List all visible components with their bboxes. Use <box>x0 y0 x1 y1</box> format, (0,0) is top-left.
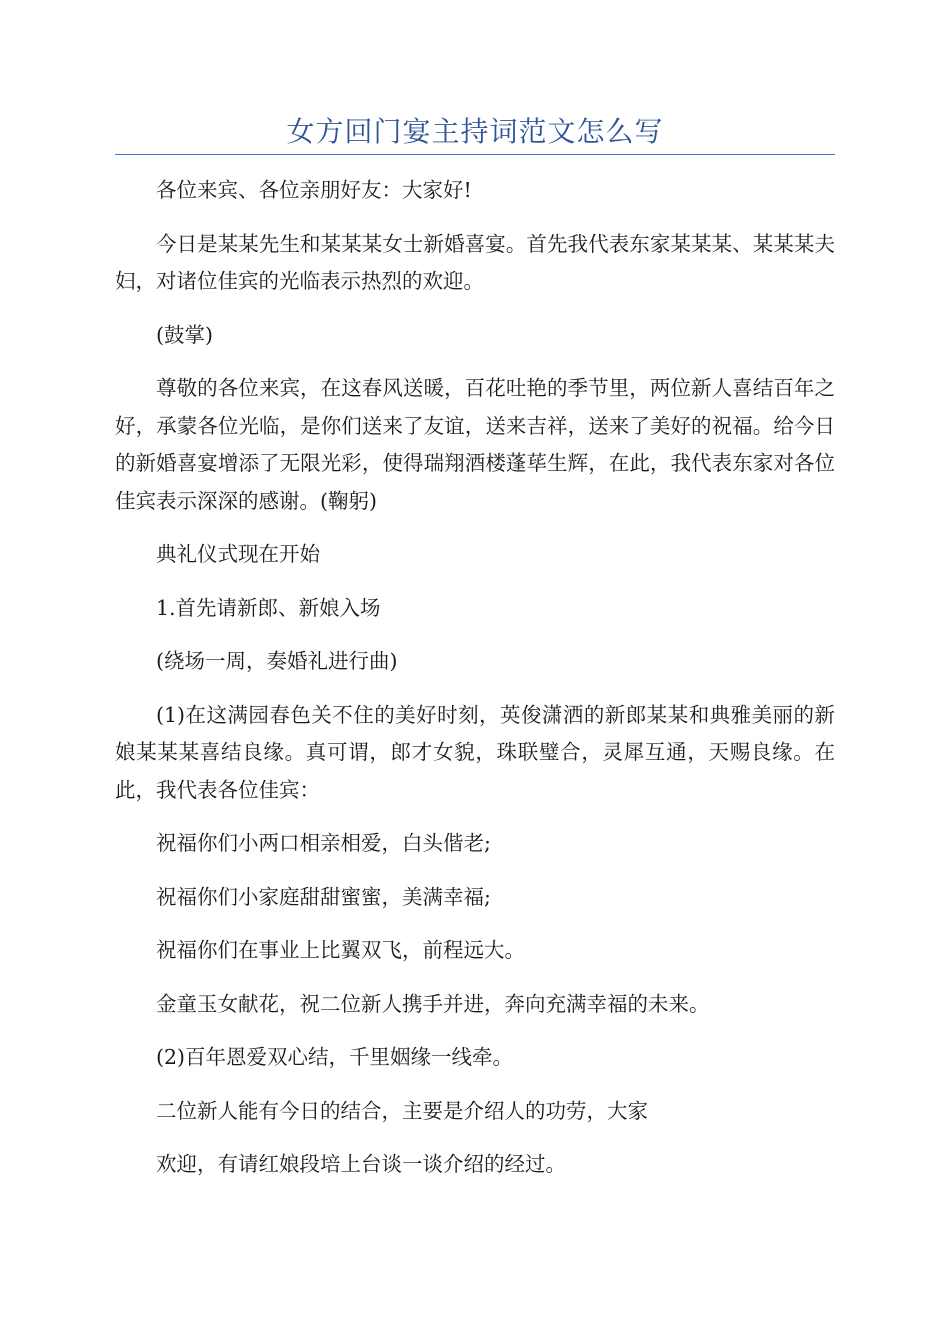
paragraph-flowers: 金童玉女献花，祝二位新人携手并进，奔向充满幸福的未来。 <box>156 991 710 1016</box>
paragraph-step-1-note: (绕场一周，奏婚礼进行曲) <box>156 649 398 673</box>
paragraph-matchmaker-1: 二位新人能有今日的结合，主要是介绍人的功劳，大家 <box>156 1098 648 1123</box>
paragraph-ceremony-start: 典礼仪式现在开始 <box>156 542 320 566</box>
paragraph-blessing-2: 祝福你们小家庭甜甜蜜蜜，美满幸福; <box>156 884 491 909</box>
paragraph-blessing-3: 祝福你们在事业上比翼双飞，前程远大。 <box>156 938 525 962</box>
paragraph-step-1: 1.首先请新郎、新娘入场 <box>156 595 381 620</box>
paragraph-applause: (鼓掌) <box>156 322 213 347</box>
paragraph-thanks: 尊敬的各位来宾，在这春风送暖，百花吐艳的季节里，两位新人喜结百年之好，承蒙各位光临，是你们送来了友谊，送来吉祥，送来了美好的祝福。给今日的新婚喜宴增添了无限光彩，使得瑞翔酒楼蓬荜生辉，在此，我代表东家对各位佳宾表示深深的感谢。(鞠躬) <box>115 376 835 513</box>
paragraph-greeting: 各位来宾、各位亲朋好友：大家好! <box>156 178 472 202</box>
paragraph-welcome: 今日是某某先生和某某某女士新婚喜宴。首先我代表东家某某某、某某某夫妇，对诸位佳宾的光临表示热烈的欢迎。 <box>115 231 835 293</box>
title-underline <box>115 154 835 155</box>
document-title: 女方回门宴主持词范文怎么写 <box>286 115 664 148</box>
paragraph-blessing-intro: (1)在这满园春色关不住的美好时刻，英俊潇洒的新郎某某和典雅美丽的新娘某某某喜结良缘。真可谓，郎才女貌，珠联璧合，灵犀互通，天赐良缘。在此，我代表各位佳宾： <box>115 702 835 802</box>
paragraph-step-2: (2)百年恩爱双心结，千里姻缘一线牵。 <box>156 1045 514 1069</box>
document-body <box>115 172 835 1200</box>
paragraph-blessing-1: 祝福你们小两口相亲相爱，白头偕老; <box>156 831 491 855</box>
paragraph-matchmaker-2: 欢迎，有请红娘段培上台谈一谈介绍的经过。 <box>156 1152 566 1176</box>
